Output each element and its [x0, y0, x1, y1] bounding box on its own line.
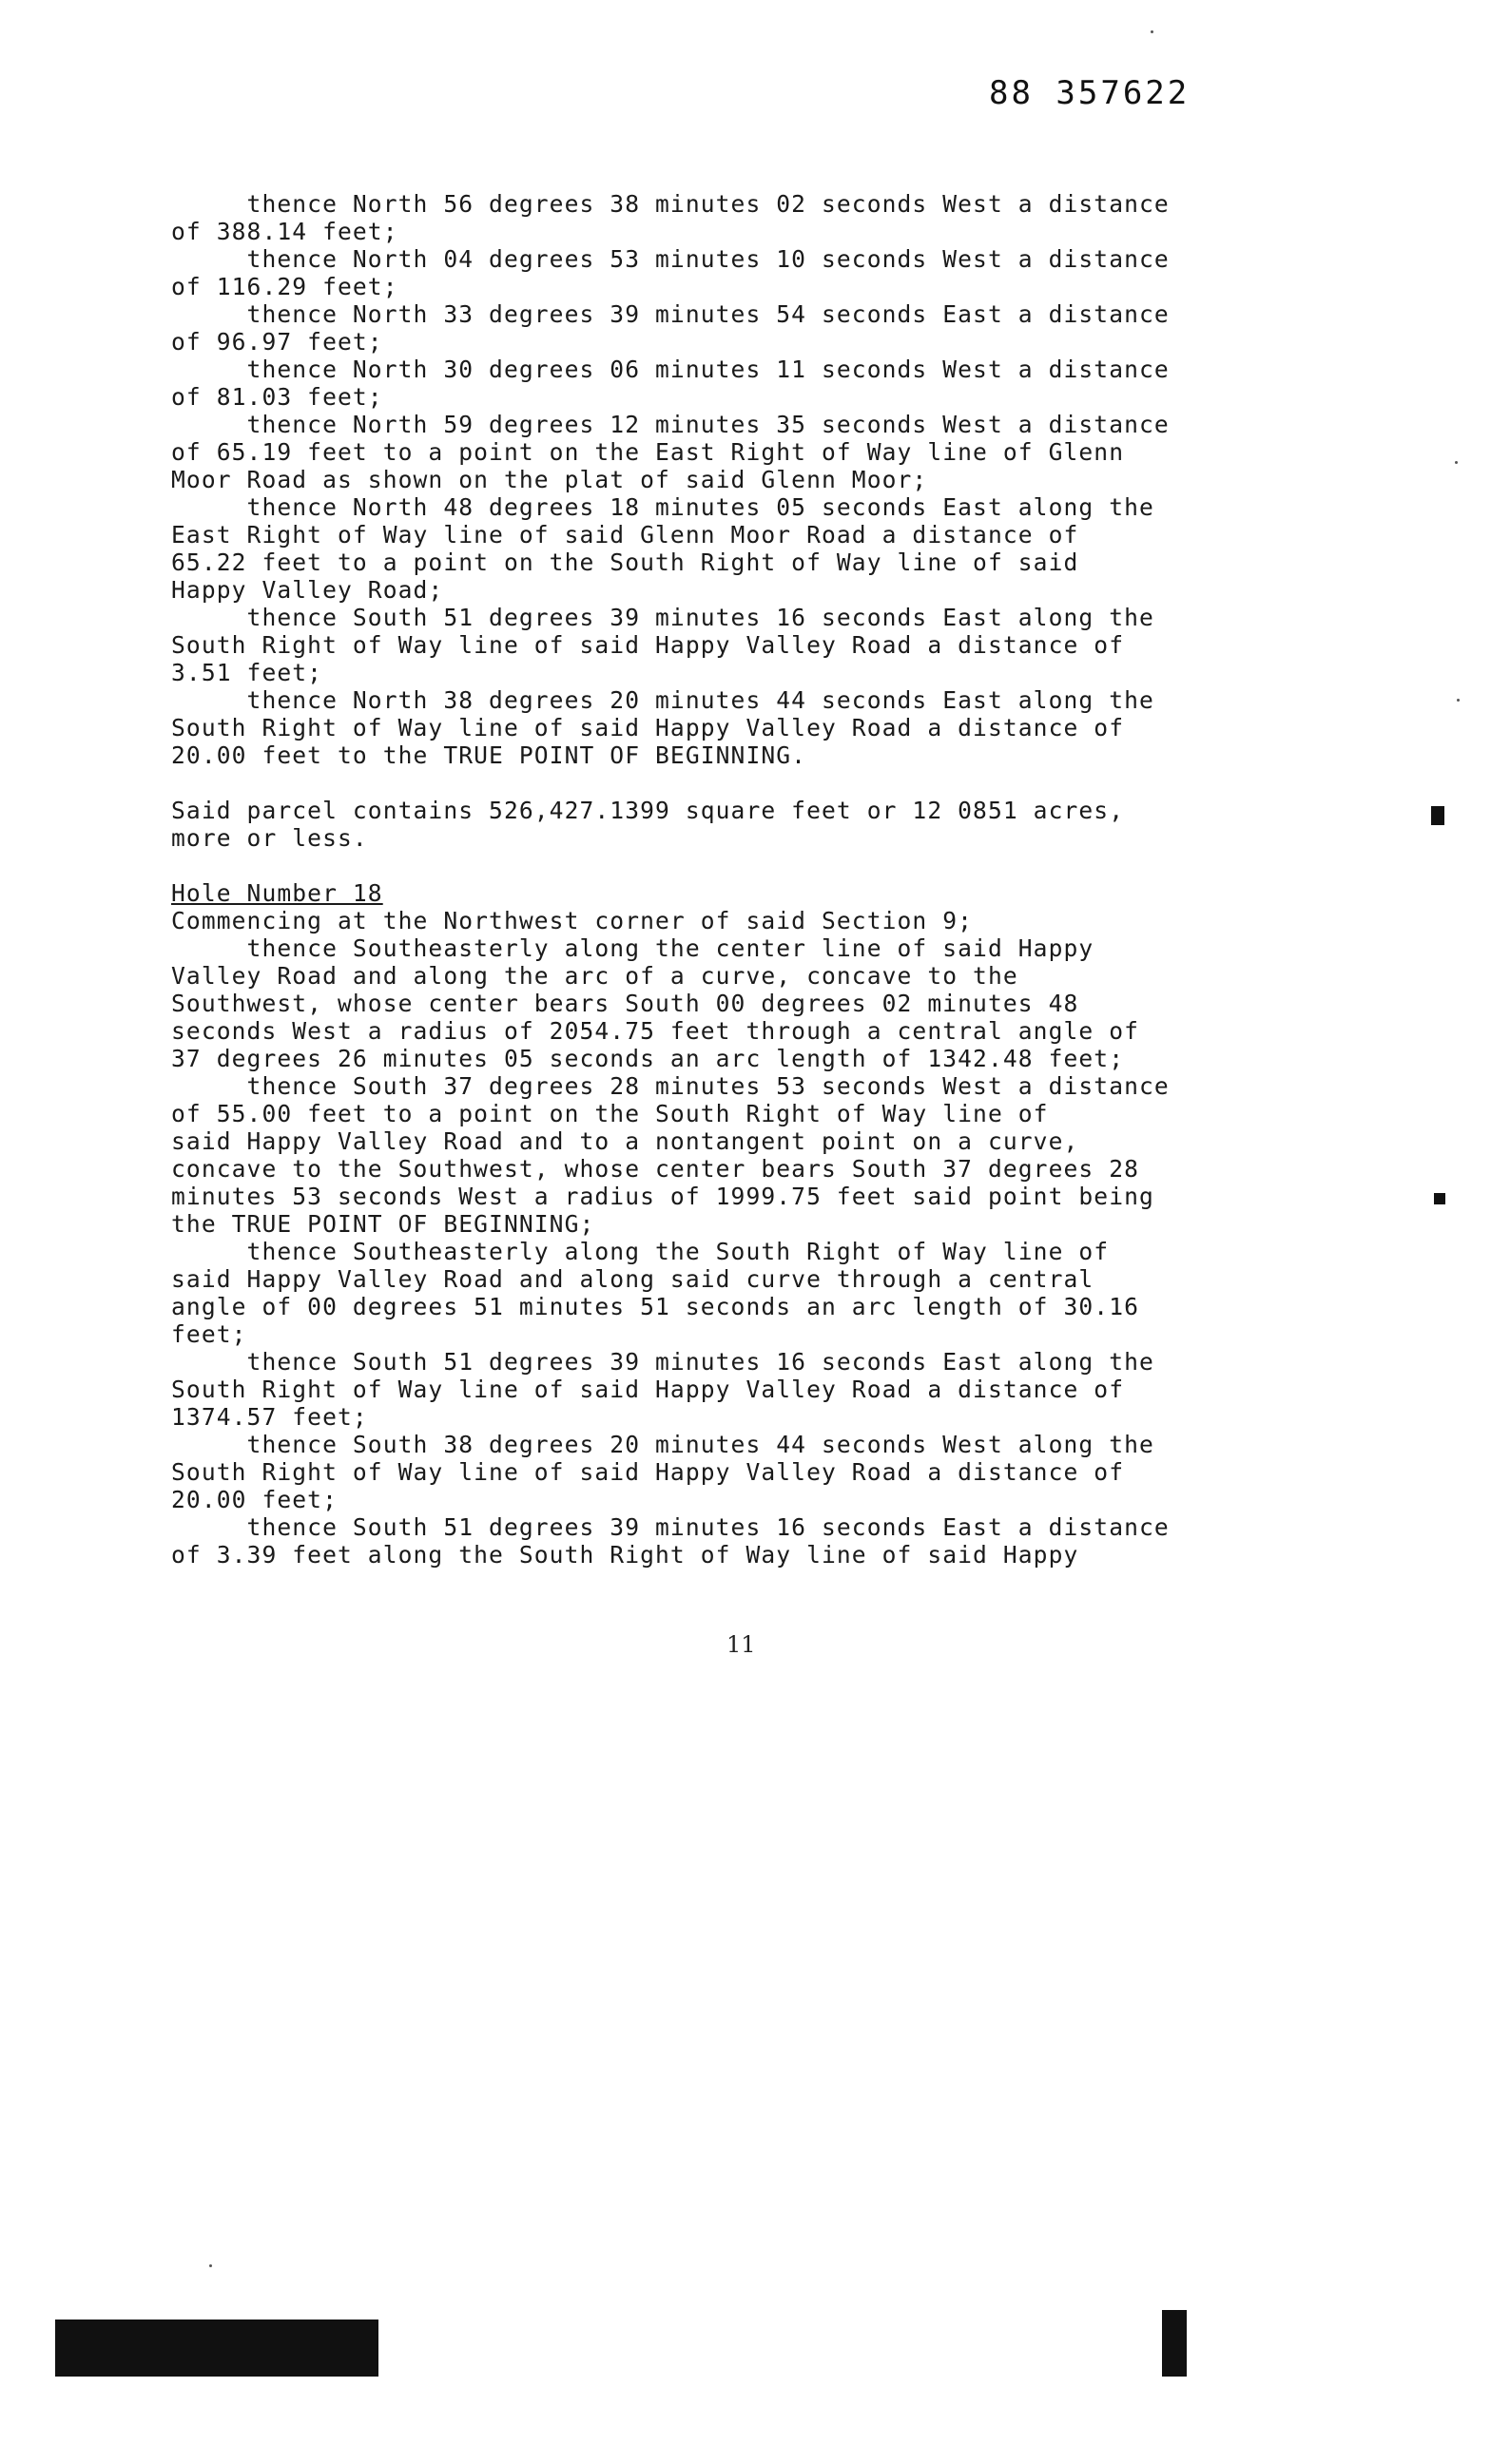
- scan-speck: [1455, 461, 1458, 464]
- text-line: South Right of Way line of said Happy Valley Road a distance of: [171, 714, 1125, 741]
- text-line: seconds West a radius of 2054.75 feet through a central angle of: [171, 1017, 1140, 1045]
- text-line: thence North 33 degrees 39 minutes 54 seconds East a distance: [171, 300, 1170, 328]
- text-line: Said parcel contains 526,427.1399 square feet or 12 0851 acres,: [171, 797, 1125, 824]
- text-line: minutes 53 seconds West a radius of 1999.75 feet said point being: [171, 1183, 1154, 1210]
- text-line: Valley Road and along the arc of a curve, concave to the: [171, 962, 1018, 990]
- text-line: thence North 04 degrees 53 minutes 10 seconds West a distance: [171, 245, 1170, 273]
- text-line: of 65.19 feet to a point on the East Right of Way line of Glenn: [171, 438, 1125, 466]
- text-line: the TRUE POINT OF BEGINNING;: [171, 1210, 595, 1238]
- text-line: thence South 51 degrees 39 minutes 16 seconds East along the: [171, 604, 1154, 631]
- text-line: thence Southeasterly along the center line of said Happy: [171, 934, 1094, 962]
- text-line: thence Southeasterly along the South Right of Way line of: [171, 1238, 1110, 1265]
- text-line: more or less.: [171, 824, 368, 852]
- text-line: of 3.39 feet along the South Right of Way line of said Happy: [171, 1541, 1079, 1569]
- text-line: concave to the Southwest, whose center bears South 37 degrees 28: [171, 1155, 1140, 1183]
- text-line: thence North 59 degrees 12 minutes 35 seconds West a distance: [171, 411, 1170, 438]
- scan-speck: [1457, 699, 1460, 702]
- text-line: East Right of Way line of said Glenn Moor Road a distance of: [171, 521, 1079, 549]
- text-line: thence South 51 degrees 39 minutes 16 seconds East along the: [171, 1348, 1154, 1376]
- scan-speck: [1151, 30, 1153, 33]
- text-line: of 96.97 feet;: [171, 328, 383, 356]
- scan-mark-right-2: [1434, 1193, 1445, 1204]
- text-line: 20.00 feet to the TRUE POINT OF BEGINNING.: [171, 741, 807, 769]
- text-line: thence North 56 degrees 38 minutes 02 seconds West a distance: [171, 190, 1170, 218]
- text-line: 3.51 feet;: [171, 659, 323, 686]
- text-line: thence South 37 degrees 28 minutes 53 seconds West a distance: [171, 1072, 1170, 1100]
- text-line: Commencing at the Northwest corner of said Section 9;: [171, 907, 974, 934]
- text-line: thence South 38 degrees 20 minutes 44 seconds West along the: [171, 1431, 1154, 1458]
- text-line: said Happy Valley Road and to a nontangent point on a curve,: [171, 1127, 1079, 1155]
- scan-smudge-bottom-right: [1162, 2310, 1187, 2377]
- text-line: of 55.00 feet to a point on the South Right of Way line of: [171, 1100, 1049, 1127]
- text-line: 37 degrees 26 minutes 05 seconds an arc length of 1342.48 feet;: [171, 1045, 1125, 1072]
- scan-mark-right-1: [1431, 806, 1444, 825]
- text-line: said Happy Valley Road and along said curve through a central: [171, 1265, 1094, 1293]
- scan-speck: [209, 2264, 212, 2267]
- text-line: [171, 852, 1293, 879]
- text-line: Happy Valley Road;: [171, 576, 444, 604]
- text-line: thence South 51 degrees 39 minutes 16 seconds East a distance: [171, 1513, 1170, 1541]
- legal-description-text: [171, 190, 1293, 1569]
- text-line: Southwest, whose center bears South 00 degrees 02 minutes 48: [171, 990, 1079, 1017]
- text-line: thence North 38 degrees 20 minutes 44 seconds East along the: [171, 686, 1154, 714]
- page-number: 11: [726, 1631, 756, 1658]
- text-line: 20.00 feet;: [171, 1486, 338, 1513]
- text-line: Moor Road as shown on the plat of said Glenn Moor;: [171, 466, 928, 493]
- text-line: South Right of Way line of said Happy Valley Road a distance of: [171, 1458, 1125, 1486]
- scan-smudge-bottom-left: [55, 2320, 378, 2377]
- text-line: of 81.03 feet;: [171, 383, 383, 411]
- text-line: feet;: [171, 1320, 247, 1348]
- text-line: angle of 00 degrees 51 minutes 51 seconds an arc length of 30.16: [171, 1293, 1140, 1320]
- section-heading: Hole Number 18: [171, 879, 383, 907]
- text-line: 1374.57 feet;: [171, 1403, 368, 1431]
- text-line: thence North 30 degrees 06 minutes 11 seconds West a distance: [171, 356, 1170, 383]
- text-line: South Right of Way line of said Happy Valley Road a distance of: [171, 631, 1125, 659]
- text-line: [171, 769, 1293, 797]
- document-number: 88 357622: [989, 74, 1191, 112]
- text-line: thence North 48 degrees 18 minutes 05 seconds East along the: [171, 493, 1154, 521]
- text-line: South Right of Way line of said Happy Valley Road a distance of: [171, 1376, 1125, 1403]
- text-line: 65.22 feet to a point on the South Right of Way line of said: [171, 549, 1079, 576]
- text-line: of 116.29 feet;: [171, 273, 398, 300]
- text-line: of 388.14 feet;: [171, 218, 398, 245]
